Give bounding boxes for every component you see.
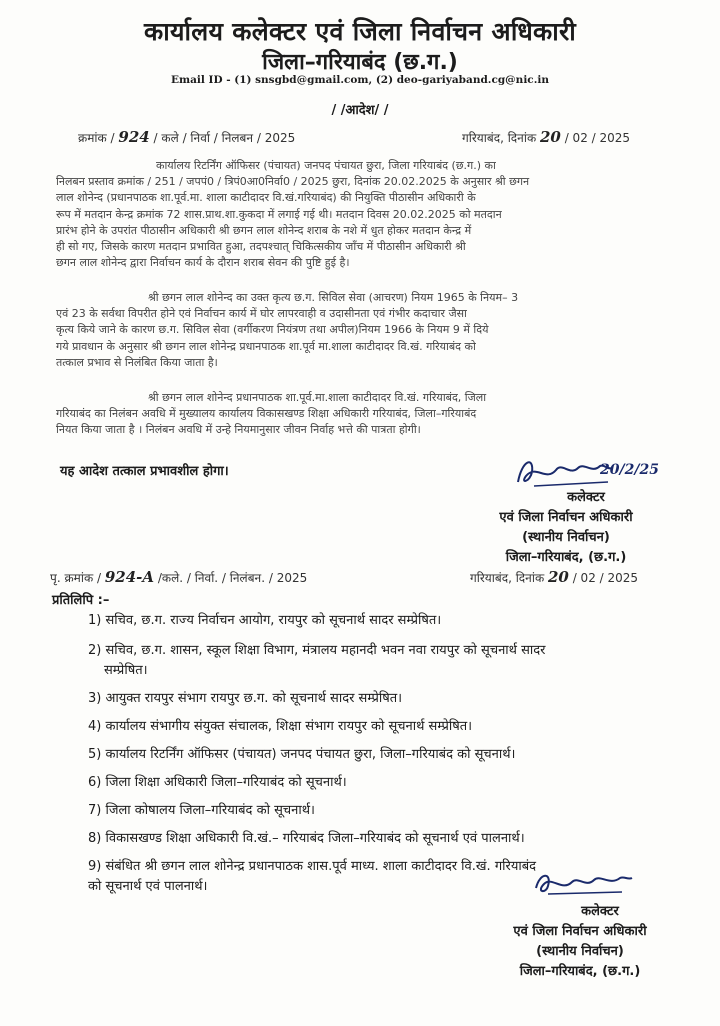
signature-block-1 — [456, 488, 676, 568]
copy-item: 9) संबंधित श्री छगन लाल शोनेन्द्र प्रधानपाठक शास.पूर्व माध्य. शाला काटीदादर वि.खं. गरियाबंद — [88, 859, 537, 874]
copy-item: 6) जिला शिक्षा अधिकारी जिला–गरियाबंद को सूचनार्थ। — [88, 775, 347, 790]
paragraph-line: श्री छगन लाल शोनेन्द का उक्त कृत्य छ.ग. सिविल सेवा (आचरण) नियम 1965 के नियम– 3 — [148, 291, 519, 304]
endorsement-number-line — [50, 568, 307, 586]
paragraph-2 — [56, 290, 656, 371]
paragraph-line: कार्यालय रिटर्निंग ऑफिसर (पंचायत) जनपद पंचायत छुरा, जिला गरियाबंद (छ.ग.) का — [156, 159, 496, 172]
paragraph-line: कृत्य किये जाने के कारण छ.ग. सिविल सेवा (वर्गीकरण नियंत्रण तथा अपील)नियम 1966 के नियम 9 में दिये — [56, 323, 489, 337]
order-number-suffix: / कले / निर्वा / निलबन / 2025 — [153, 131, 296, 145]
copy-heading: प्रतिलिपि :– — [52, 593, 110, 608]
signature-designation: एवं जिला निर्वाचन अधिकारी — [513, 924, 647, 939]
signature-designation: कलेक्टर — [581, 904, 619, 919]
signature-designation: जिला–गरियाबंद, (छ.ग.) — [519, 964, 641, 979]
paragraph-line: रूप में मतदान केन्द्र क्रमांक 72 शास.प्राथ.शा.कुकदा में लगाई गई थी। मतदान दिवस 20.02.2025 को मतदान — [56, 207, 502, 221]
copy-item: सम्प्रेषित। — [104, 663, 148, 678]
copy-item: 1) सचिव, छ.ग. राज्य निर्वाचन आयोग, रायपुर को सूचनार्थ सादर सम्प्रेषित। — [88, 613, 442, 628]
paragraph-line: तत्काल प्रभाव से निलंबित किया जाता है। — [56, 355, 218, 369]
copy-item: 5) कार्यालय रिटर्निंग ऑफिसर (पंचायत) जनपद पंचायत छुरा, जिला–गरियाबंद को सूचनार्थ। — [88, 747, 516, 762]
signature-designation: (स्थानीय निर्वाचन) — [536, 944, 624, 959]
order-date-prefix: गरियाबंद, दिनांक — [462, 131, 537, 145]
endorsement-date-line — [470, 568, 638, 586]
copy-item: 3) आयुक्त रायपुर संभाग रायपुर छ.ग. को सूचनार्थ सादर सम्प्रेषित। — [88, 691, 403, 706]
paragraph-line: छगन लाल शोनेन्द द्वारा निर्वाचन कार्य के दौरान शराब सेवन की पुष्टि हुई है। — [56, 256, 350, 270]
copy-item: 2) सचिव, छ.ग. शासन, स्कूल शिक्षा विभाग, मंत्रालय महानदी भवन नवा रायपुर को सूचनार्थ सादर — [88, 643, 546, 658]
order-number-line — [78, 128, 295, 146]
order-number-handwritten: 924 — [118, 128, 150, 146]
copy-item: 7) जिला कोषालय जिला–गरियाबंद को सूचनार्थ। — [88, 803, 315, 818]
paragraph-line: श्री छगन लाल शोनेन्द प्रधानपाठक शा.पूर्व.मा.शाला काटीदादर वि.खं. गरियाबंद, जिला — [148, 391, 487, 404]
copy-item: 4) कार्यालय संभागीय संयुक्त संचालक, शिक्षा संभाग रायपुर को सूचनार्थ सम्प्रेषित। — [88, 719, 473, 734]
paragraph-3 — [56, 390, 656, 439]
endorsement-date-suffix: / 02 / 2025 — [572, 571, 639, 585]
order-date-suffix: / 02 / 2025 — [564, 131, 631, 145]
paragraph-line: निलबन प्रस्ताव क्रमांक / 251 / जपपं0 / त्रिपं0आ0निर्वा0 / 2025 छुरा, दिनांक 20.02.2025 के अनुसार श्री छगन — [56, 175, 530, 189]
signature-designation: एवं जिला निर्वाचन अधिकारी — [499, 510, 633, 525]
office-title: कार्यालय कलेक्टर एवं जिला निर्वाचन अधिकारी — [144, 17, 576, 46]
district-line: जिला–गरियाबंद (छ.ग.) — [262, 50, 458, 75]
paragraph-line: एवं 23 के सर्वथा विपरीत होने एवं निर्वाचन कार्य में घोर लापरवाही व उदासीनता एवं गंभीर कदाचार जैसा — [56, 307, 467, 321]
email-line: Email ID - (1) snsgbd@gmail.com, (2) deo-gariyaband.cg@nic.in — [171, 74, 549, 86]
order-date-handwritten: 20 — [540, 128, 561, 146]
order-number-prefix: क्रमांक / — [78, 131, 115, 145]
endorsement-number-suffix: /कले. / निर्वा. / निलंबन. / 2025 — [157, 571, 308, 585]
signature-designation: (स्थानीय निर्वाचन) — [522, 530, 610, 545]
signature-designation: जिला–गरियाबंद, (छ.ग.) — [505, 550, 627, 565]
signature-1-date: 20/2/25 — [600, 462, 659, 478]
paragraph-line: नियत किया जाता है । निलंबन अवधि में उन्हे नियमानुसार जीवन निर्वाह भत्ते की पात्रता होगी। — [56, 423, 421, 437]
copy-item: 8) विकासखण्ड शिक्षा अधिकारी वि.खं.– गरियाबंद जिला–गरियाबंद को सूचनार्थ एवं पालनार्थ। — [88, 831, 525, 846]
paragraph-line: गये प्रावधान के अनुसार श्री छगन लाल शोनेन्द्र प्रधानपाठक शा.पूर्व मा.शाला काटीदादर वि.खं. गरियाबंद को — [56, 339, 476, 353]
copy-item: को सूचनार्थ एवं पालनार्थ। — [88, 879, 208, 894]
order-date-line — [462, 128, 630, 146]
effective-line: यह आदेश तत्काल प्रभावशील होगा। — [60, 464, 229, 479]
endorsement-date-handwritten: 20 — [548, 568, 569, 586]
endorsement-number-prefix: पृ. क्रमांक / — [50, 571, 102, 585]
paragraph-line: ही सो गए, जिसके कारण मतदान प्रभावित हुआ, तदपश्चात् चिकित्सकीय जाँच में पीठासीन अधिकारी श्री — [56, 240, 466, 254]
paragraph-1 — [56, 158, 656, 271]
signature-block-2 — [470, 902, 690, 982]
signature-designation: कलेक्टर — [567, 490, 605, 505]
signature-2-scribble — [530, 866, 640, 900]
endorsement-date-prefix: गरियाबंद, दिनांक — [470, 571, 545, 585]
endorsement-number-handwritten: 924-A — [104, 568, 155, 586]
paragraph-line: प्रारंभ होने के उपरांत पीठासीन अधिकारी श्री छगन लाल शोनेन्द शराब के नशे में धुत होकर मतदान केन्द्र में — [56, 223, 472, 237]
paragraph-line: गरियाबंद का निलंबन अवधि में मुख्यालय कार्यालय विकासखण्ड शिक्षा अधिकारी गरियाबंद, जिला–गरियाबंद — [56, 407, 477, 421]
order-heading: / /आदेश/ / — [331, 103, 389, 118]
paragraph-line: लाल शोनेन्द (प्रधानपाठक शा.पूर्व.मा. शाला काटीदादर वि.खं.गरियाबंद) की नियुक्ति पीठासीन अधिकारी के — [56, 191, 476, 205]
